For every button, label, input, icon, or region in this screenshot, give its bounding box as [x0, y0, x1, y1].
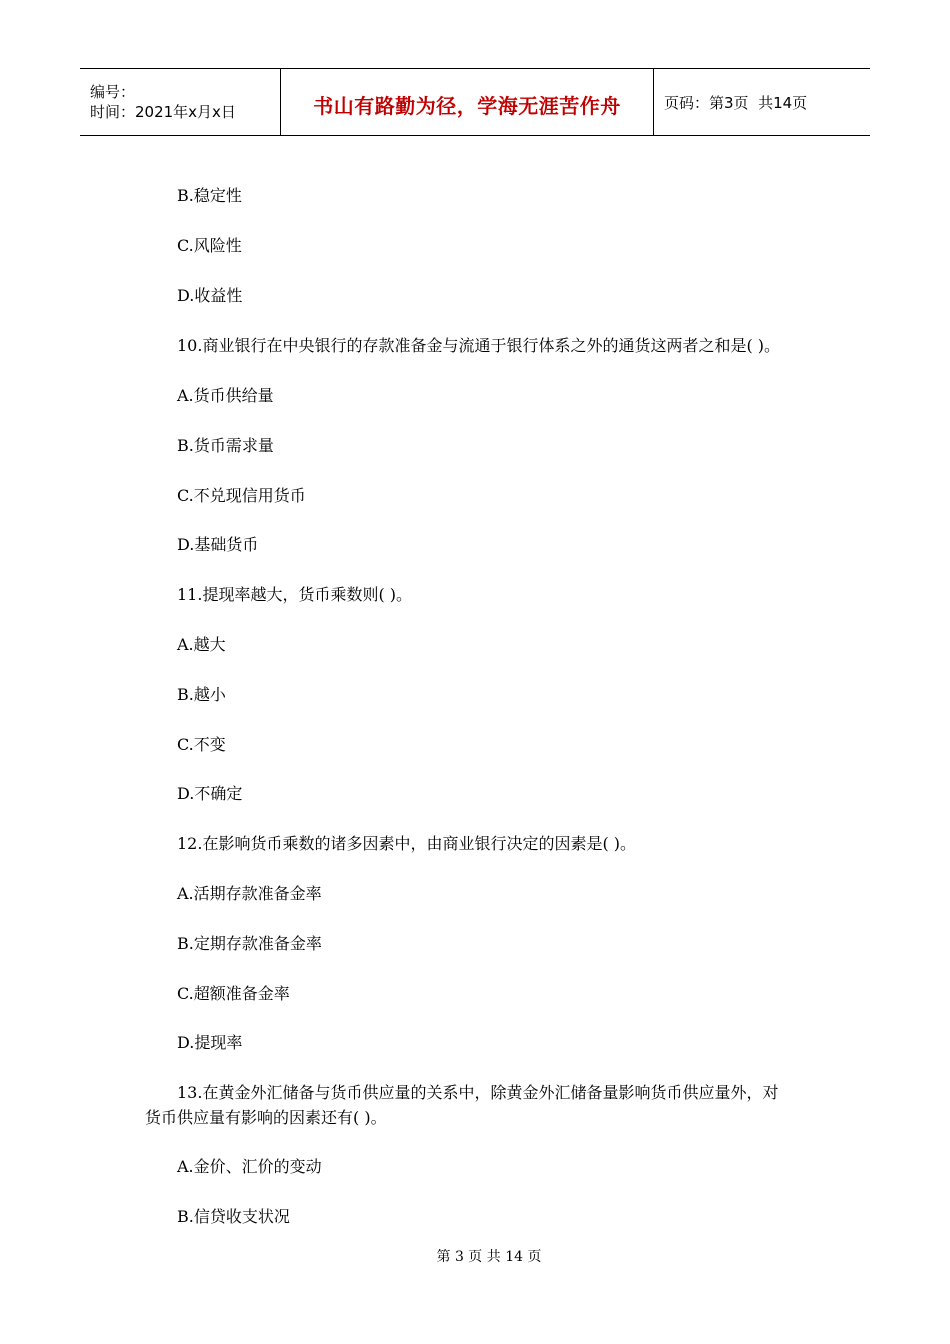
option-b: B.货币需求量: [177, 436, 274, 455]
option-b: B.越小: [177, 685, 226, 704]
question-10: 10.商业银行在中央银行的存款准备金与流通于银行体系之外的通货这两者之和是( )。: [177, 336, 781, 355]
option-a: A.货币供给量: [177, 386, 274, 405]
header-motto-cell: [281, 69, 654, 135]
option-c: C.风险性: [177, 236, 242, 255]
option-d: D.提现率: [177, 1033, 243, 1052]
option-c: C.不兑现信用货币: [177, 486, 306, 505]
option-c: C.超额准备金率: [177, 984, 290, 1003]
number-label: 编号：: [90, 83, 136, 101]
motto: 书山有路勤为径，学海无涯苦作舟: [313, 93, 621, 118]
header-page-info: [654, 69, 807, 135]
option-c: C.不变: [177, 735, 226, 754]
option-d: D.不确定: [177, 784, 243, 803]
option-a: A.金价、汇价的变动: [177, 1157, 322, 1176]
question-13-line-2: 货币供应量有影响的因素还有( )。: [145, 1108, 387, 1127]
option-b: B.稳定性: [177, 186, 242, 205]
option-a: A.活期存款准备金率: [177, 884, 322, 903]
option-b: B.定期存款准备金率: [177, 934, 322, 953]
question-13-line-1: 13.在黄金外汇储备与货币供应量的关系中，除黄金外汇储备量影响货币供应量外，对: [177, 1083, 779, 1102]
page-info: 页码：第3页 共14页: [664, 93, 808, 112]
question-12: 12.在影响货币乘数的诸多因素中，由商业银行决定的因素是( )。: [177, 834, 637, 853]
option-d: D.收益性: [177, 286, 243, 305]
page-footer: 第 3 页 共 14 页: [436, 1249, 542, 1265]
option-a: A.越大: [177, 635, 226, 654]
option-d: D.基础货币: [177, 535, 259, 554]
option-b: B.信贷收支状况: [177, 1207, 290, 1226]
time-label: 时间：2021年x月x日: [90, 103, 236, 121]
question-11: 11.提现率越大，货币乘数则( )。: [177, 585, 413, 604]
header-meta: [80, 69, 281, 135]
page-header: [80, 68, 870, 136]
